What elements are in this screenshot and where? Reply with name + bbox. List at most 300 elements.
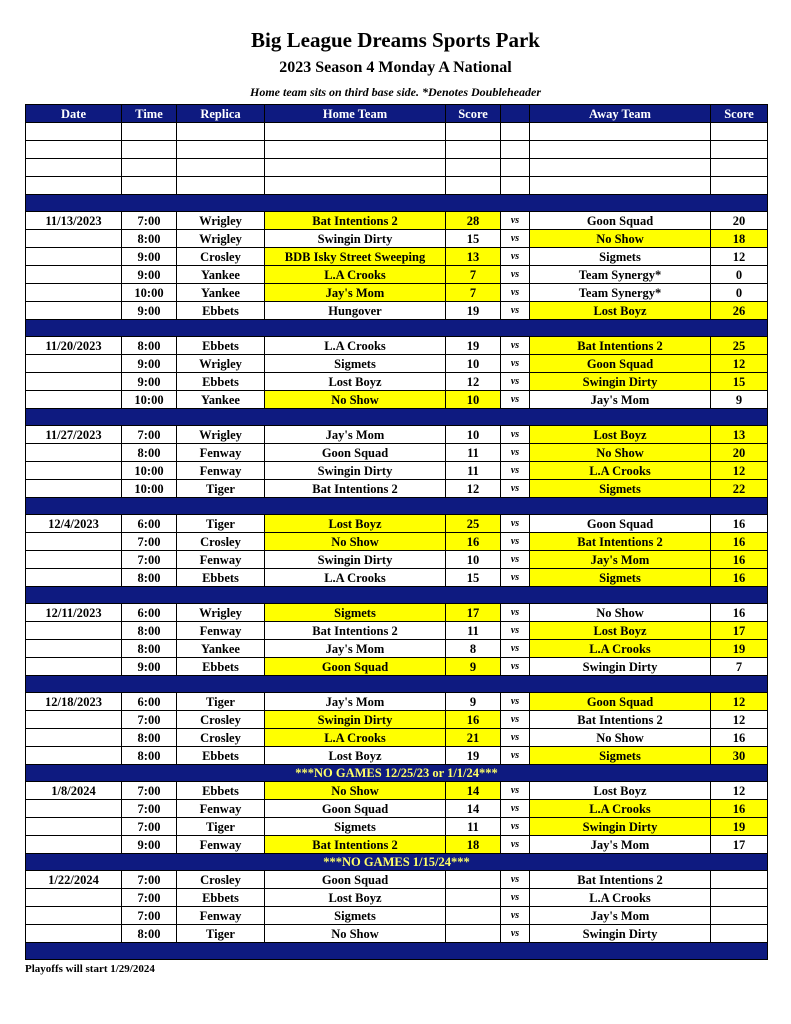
away-score	[711, 889, 768, 907]
home-score: 9	[446, 658, 501, 676]
home-score: 7	[446, 284, 501, 302]
blank-cell	[446, 159, 501, 177]
game-date: 1/22/2024	[26, 871, 122, 889]
home-score: 11	[446, 622, 501, 640]
blank-cell	[177, 177, 265, 195]
separator-row	[26, 943, 768, 960]
game-row	[26, 782, 768, 800]
home-score: 8	[446, 640, 501, 658]
vs-label: vs	[501, 658, 530, 676]
home-team: Bat Intentions 2	[265, 480, 446, 498]
away-score: 20	[711, 444, 768, 462]
game-row	[26, 533, 768, 551]
game-field: Fenway	[177, 836, 265, 854]
away-team: Bat Intentions 2	[530, 711, 711, 729]
away-score: 16	[711, 604, 768, 622]
game-date-empty	[26, 284, 122, 302]
away-team: Jay's Mom	[530, 391, 711, 409]
home-team: Sigmets	[265, 907, 446, 925]
game-field: Tiger	[177, 818, 265, 836]
game-time: 9:00	[122, 302, 177, 320]
blank-cell	[530, 141, 711, 159]
game-date-empty	[26, 800, 122, 818]
away-score: 30	[711, 747, 768, 765]
away-team: No Show	[530, 444, 711, 462]
vs-label: vs	[501, 925, 530, 943]
away-score: 17	[711, 836, 768, 854]
game-field: Wrigley	[177, 604, 265, 622]
game-time: 7:00	[122, 889, 177, 907]
home-score: 19	[446, 337, 501, 355]
col-vs	[501, 105, 530, 123]
page-subtitle: 2023 Season 4 Monday A National	[279, 59, 512, 76]
home-score: 28	[446, 212, 501, 230]
home-team: L.A Crooks	[265, 266, 446, 284]
game-row	[26, 391, 768, 409]
game-field: Crosley	[177, 533, 265, 551]
home-score: 11	[446, 444, 501, 462]
away-score: 12	[711, 693, 768, 711]
vs-label: vs	[501, 871, 530, 889]
game-time: 10:00	[122, 284, 177, 302]
vs-label: vs	[501, 640, 530, 658]
game-time: 7:00	[122, 212, 177, 230]
game-field: Crosley	[177, 248, 265, 266]
game-date-empty	[26, 889, 122, 907]
home-team: Jay's Mom	[265, 693, 446, 711]
away-score: 12	[711, 782, 768, 800]
vs-label: vs	[501, 818, 530, 836]
separator-row	[26, 320, 768, 337]
home-team: Lost Boyz	[265, 515, 446, 533]
blank-cell	[177, 141, 265, 159]
game-row	[26, 747, 768, 765]
away-score: 0	[711, 266, 768, 284]
away-score: 20	[711, 212, 768, 230]
vs-label: vs	[501, 889, 530, 907]
home-score	[446, 907, 501, 925]
home-score	[446, 871, 501, 889]
home-score: 15	[446, 230, 501, 248]
game-date-empty	[26, 533, 122, 551]
game-field: Ebbets	[177, 569, 265, 587]
game-time: 9:00	[122, 373, 177, 391]
away-score: 16	[711, 729, 768, 747]
game-time: 6:00	[122, 515, 177, 533]
blank-cell	[122, 177, 177, 195]
blank-row	[26, 123, 768, 141]
game-field: Yankee	[177, 640, 265, 658]
game-row	[26, 818, 768, 836]
no-games-notice-row	[26, 765, 768, 782]
home-team: No Show	[265, 533, 446, 551]
game-date: 12/11/2023	[26, 604, 122, 622]
home-score: 12	[446, 480, 501, 498]
away-score: 25	[711, 337, 768, 355]
game-date-empty	[26, 444, 122, 462]
blank-cell	[530, 159, 711, 177]
home-score: 11	[446, 462, 501, 480]
col-replica: Replica	[177, 105, 265, 123]
away-team: L.A Crooks	[530, 800, 711, 818]
separator-row	[26, 195, 768, 212]
home-team: Bat Intentions 2	[265, 836, 446, 854]
game-time: 8:00	[122, 337, 177, 355]
game-field: Crosley	[177, 871, 265, 889]
game-field: Crosley	[177, 711, 265, 729]
vs-label: vs	[501, 355, 530, 373]
game-date-empty	[26, 355, 122, 373]
vs-label: vs	[501, 604, 530, 622]
away-score: 17	[711, 622, 768, 640]
game-time: 9:00	[122, 266, 177, 284]
away-team: Bat Intentions 2	[530, 871, 711, 889]
game-time: 7:00	[122, 782, 177, 800]
blank-cell	[122, 123, 177, 141]
schedule-table	[25, 104, 768, 960]
home-score: 25	[446, 515, 501, 533]
separator-cell	[26, 195, 768, 212]
home-team: Lost Boyz	[265, 373, 446, 391]
away-score: 16	[711, 569, 768, 587]
game-date-empty	[26, 248, 122, 266]
separator-row	[26, 587, 768, 604]
game-date: 12/18/2023	[26, 693, 122, 711]
game-row	[26, 622, 768, 640]
blank-cell	[501, 159, 530, 177]
schedule-note: Home team sits on third base side. *Denotes Doubleheader	[250, 85, 541, 99]
game-field: Crosley	[177, 729, 265, 747]
game-field: Ebbets	[177, 373, 265, 391]
away-team: Swingin Dirty	[530, 373, 711, 391]
blank-cell	[711, 177, 768, 195]
blank-cell	[446, 141, 501, 159]
blank-cell	[265, 159, 446, 177]
game-row	[26, 693, 768, 711]
separator-cell	[26, 498, 768, 515]
game-date: 1/8/2024	[26, 782, 122, 800]
home-team: Sigmets	[265, 604, 446, 622]
away-team: No Show	[530, 604, 711, 622]
home-team: L.A Crooks	[265, 337, 446, 355]
home-team: Jay's Mom	[265, 426, 446, 444]
home-team: BDB Isky Street Sweeping	[265, 248, 446, 266]
blank-row	[26, 141, 768, 159]
home-score: 16	[446, 533, 501, 551]
home-team: Swingin Dirty	[265, 230, 446, 248]
game-row	[26, 444, 768, 462]
away-team: Swingin Dirty	[530, 925, 711, 943]
col-away-score: Score	[711, 105, 768, 123]
game-row	[26, 355, 768, 373]
game-time: 8:00	[122, 925, 177, 943]
away-score: 13	[711, 426, 768, 444]
col-home-team: Home Team	[265, 105, 446, 123]
blank-cell	[26, 177, 122, 195]
game-field: Fenway	[177, 800, 265, 818]
game-date: 11/20/2023	[26, 337, 122, 355]
game-field: Tiger	[177, 693, 265, 711]
blank-cell	[177, 159, 265, 177]
game-date-empty	[26, 302, 122, 320]
away-score: 9	[711, 391, 768, 409]
game-row	[26, 462, 768, 480]
blank-cell	[265, 123, 446, 141]
game-date-empty	[26, 640, 122, 658]
game-row	[26, 889, 768, 907]
game-date-empty	[26, 551, 122, 569]
vs-label: vs	[501, 782, 530, 800]
game-field: Tiger	[177, 925, 265, 943]
away-score: 12	[711, 248, 768, 266]
separator-row	[26, 676, 768, 693]
away-score: 16	[711, 515, 768, 533]
away-team: Sigmets	[530, 747, 711, 765]
game-date-empty	[26, 462, 122, 480]
home-score: 12	[446, 373, 501, 391]
page-title: Big League Dreams Sports Park	[251, 28, 540, 52]
game-field: Ebbets	[177, 658, 265, 676]
game-time: 7:00	[122, 800, 177, 818]
game-date-empty	[26, 569, 122, 587]
blank-cell	[177, 123, 265, 141]
game-row	[26, 426, 768, 444]
vs-label: vs	[501, 533, 530, 551]
game-field: Ebbets	[177, 337, 265, 355]
game-date: 12/4/2023	[26, 515, 122, 533]
game-date-empty	[26, 622, 122, 640]
game-field: Yankee	[177, 284, 265, 302]
home-team: Sigmets	[265, 818, 446, 836]
home-team: Lost Boyz	[265, 747, 446, 765]
home-score: 10	[446, 551, 501, 569]
blank-cell	[530, 123, 711, 141]
game-row	[26, 480, 768, 498]
game-row	[26, 302, 768, 320]
vs-label: vs	[501, 729, 530, 747]
vs-label: vs	[501, 373, 530, 391]
home-team: L.A Crooks	[265, 569, 446, 587]
vs-label: vs	[501, 622, 530, 640]
vs-label: vs	[501, 266, 530, 284]
separator-row	[26, 409, 768, 426]
game-row	[26, 373, 768, 391]
blank-cell	[711, 159, 768, 177]
game-time: 7:00	[122, 907, 177, 925]
home-score: 14	[446, 800, 501, 818]
away-team: Lost Boyz	[530, 622, 711, 640]
home-score: 14	[446, 782, 501, 800]
home-team: Swingin Dirty	[265, 462, 446, 480]
home-score	[446, 925, 501, 943]
away-team: Lost Boyz	[530, 302, 711, 320]
home-score: 9	[446, 693, 501, 711]
away-team: Goon Squad	[530, 355, 711, 373]
separator-cell	[26, 943, 768, 960]
game-row	[26, 711, 768, 729]
game-date-empty	[26, 266, 122, 284]
blank-cell	[122, 159, 177, 177]
game-row	[26, 266, 768, 284]
home-score: 17	[446, 604, 501, 622]
game-row	[26, 658, 768, 676]
home-team: Bat Intentions 2	[265, 212, 446, 230]
home-team: L.A Crooks	[265, 729, 446, 747]
away-score	[711, 907, 768, 925]
game-date-empty	[26, 836, 122, 854]
home-score: 19	[446, 747, 501, 765]
game-field: Yankee	[177, 266, 265, 284]
game-date-empty	[26, 373, 122, 391]
game-time: 8:00	[122, 444, 177, 462]
blank-cell	[530, 177, 711, 195]
game-time: 7:00	[122, 533, 177, 551]
home-team: No Show	[265, 391, 446, 409]
game-time: 7:00	[122, 426, 177, 444]
game-row	[26, 800, 768, 818]
away-team: Bat Intentions 2	[530, 533, 711, 551]
game-time: 10:00	[122, 391, 177, 409]
game-time: 9:00	[122, 658, 177, 676]
game-time: 7:00	[122, 711, 177, 729]
game-date-empty	[26, 818, 122, 836]
away-score: 16	[711, 533, 768, 551]
away-team: Goon Squad	[530, 515, 711, 533]
table-header-row	[26, 105, 768, 123]
away-score: 0	[711, 284, 768, 302]
separator-row	[26, 498, 768, 515]
home-team: Lost Boyz	[265, 889, 446, 907]
away-score: 22	[711, 480, 768, 498]
home-team: Swingin Dirty	[265, 711, 446, 729]
game-field: Fenway	[177, 551, 265, 569]
blank-cell	[501, 177, 530, 195]
col-time: Time	[122, 105, 177, 123]
home-team: Hungover	[265, 302, 446, 320]
home-score: 19	[446, 302, 501, 320]
no-games-notice: ***NO GAMES 1/15/24***	[26, 854, 768, 871]
home-team: Goon Squad	[265, 658, 446, 676]
game-field: Tiger	[177, 515, 265, 533]
game-time: 8:00	[122, 622, 177, 640]
blank-cell	[122, 141, 177, 159]
game-time: 10:00	[122, 462, 177, 480]
game-time: 7:00	[122, 818, 177, 836]
game-field: Ebbets	[177, 747, 265, 765]
separator-cell	[26, 320, 768, 337]
away-team: Goon Squad	[530, 212, 711, 230]
home-team: Swingin Dirty	[265, 551, 446, 569]
game-field: Fenway	[177, 444, 265, 462]
game-row	[26, 925, 768, 943]
home-team: Goon Squad	[265, 871, 446, 889]
away-score: 19	[711, 818, 768, 836]
away-team: Jay's Mom	[530, 907, 711, 925]
game-date-empty	[26, 747, 122, 765]
vs-label: vs	[501, 230, 530, 248]
blank-row	[26, 177, 768, 195]
game-time: 8:00	[122, 640, 177, 658]
game-date-empty	[26, 711, 122, 729]
away-score	[711, 871, 768, 889]
game-date-empty	[26, 658, 122, 676]
away-team: L.A Crooks	[530, 640, 711, 658]
home-score: 16	[446, 711, 501, 729]
home-team: No Show	[265, 925, 446, 943]
footer-note: Playoffs will start 1/29/2024	[25, 963, 155, 975]
away-team: Team Synergy*	[530, 266, 711, 284]
game-row	[26, 907, 768, 925]
game-time: 10:00	[122, 480, 177, 498]
vs-label: vs	[501, 711, 530, 729]
vs-label: vs	[501, 302, 530, 320]
game-field: Wrigley	[177, 212, 265, 230]
game-row	[26, 640, 768, 658]
away-score: 12	[711, 462, 768, 480]
game-row	[26, 284, 768, 302]
away-team: Sigmets	[530, 248, 711, 266]
schedule-body	[26, 123, 768, 960]
home-score: 15	[446, 569, 501, 587]
game-field: Wrigley	[177, 426, 265, 444]
vs-label: vs	[501, 480, 530, 498]
vs-label: vs	[501, 212, 530, 230]
blank-cell	[26, 141, 122, 159]
game-row	[26, 604, 768, 622]
vs-label: vs	[501, 337, 530, 355]
away-score: 16	[711, 551, 768, 569]
game-date-empty	[26, 480, 122, 498]
home-team: Sigmets	[265, 355, 446, 373]
away-team: No Show	[530, 729, 711, 747]
away-score: 16	[711, 800, 768, 818]
away-team: Lost Boyz	[530, 426, 711, 444]
vs-label: vs	[501, 800, 530, 818]
col-away-team: Away Team	[530, 105, 711, 123]
vs-label: vs	[501, 551, 530, 569]
game-row	[26, 230, 768, 248]
vs-label: vs	[501, 836, 530, 854]
vs-label: vs	[501, 444, 530, 462]
vs-label: vs	[501, 907, 530, 925]
game-row	[26, 836, 768, 854]
away-score: 12	[711, 711, 768, 729]
game-row	[26, 551, 768, 569]
col-home-score: Score	[446, 105, 501, 123]
col-date: Date	[26, 105, 122, 123]
no-games-notice-row	[26, 854, 768, 871]
home-score: 10	[446, 391, 501, 409]
away-team: L.A Crooks	[530, 889, 711, 907]
away-team: Goon Squad	[530, 693, 711, 711]
away-team: Swingin Dirty	[530, 658, 711, 676]
game-time: 9:00	[122, 355, 177, 373]
separator-cell	[26, 409, 768, 426]
home-score	[446, 889, 501, 907]
home-team: Goon Squad	[265, 444, 446, 462]
game-date-empty	[26, 925, 122, 943]
game-row	[26, 871, 768, 889]
game-field: Fenway	[177, 462, 265, 480]
game-field: Ebbets	[177, 889, 265, 907]
home-team: Goon Squad	[265, 800, 446, 818]
game-field: Ebbets	[177, 302, 265, 320]
vs-label: vs	[501, 248, 530, 266]
vs-label: vs	[501, 426, 530, 444]
vs-label: vs	[501, 747, 530, 765]
game-time: 9:00	[122, 836, 177, 854]
away-team: Team Synergy*	[530, 284, 711, 302]
